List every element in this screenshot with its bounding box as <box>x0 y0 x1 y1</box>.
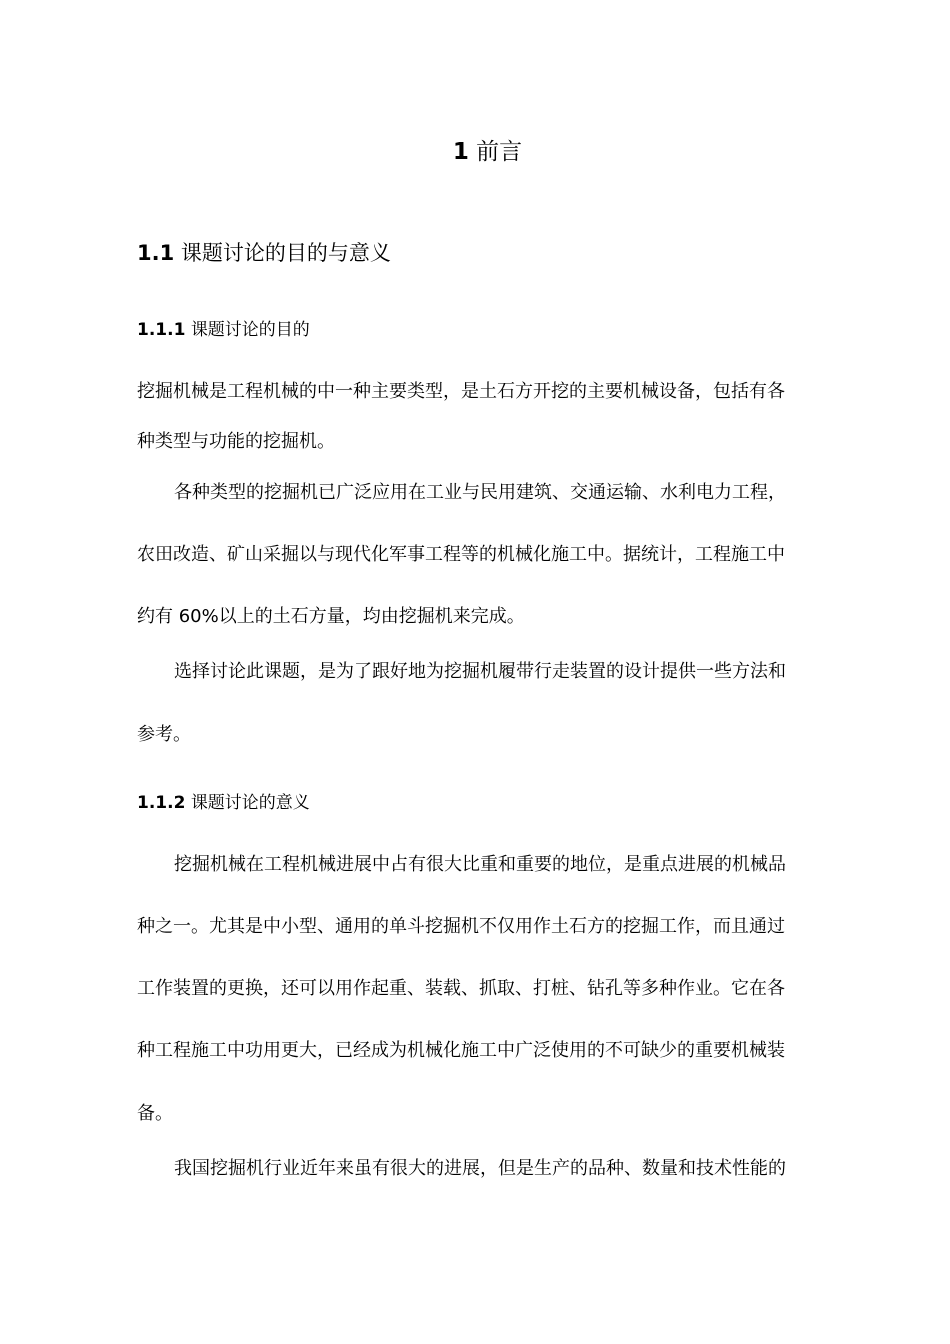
page-title <box>0 137 950 167</box>
paragraph-line: 各种类型的挖掘机已广泛应用在工业与民用建筑、交通运输、水利电力工程， <box>174 482 786 503</box>
paragraph-line: 备。 <box>137 1103 173 1124</box>
paragraph-line: 挖掘机械在工程机械进展中占有很大比重和重要的地位，是重点进展的机械品 <box>174 854 786 875</box>
section-heading-1-1-1 <box>137 318 310 342</box>
paragraph-line: 挖掘机械是工程机械的中一种主要类型，是土石方开挖的主要机械设备，包括有各 <box>137 381 785 402</box>
section-heading-1-1-2 <box>137 791 310 815</box>
section-heading-1-1 <box>137 239 391 267</box>
title-number: 1 <box>452 139 469 165</box>
paragraph-line: 种工程施工中功用更大，已经成为机械化施工中广泛使用的不可缺少的重要机械装 <box>137 1040 785 1061</box>
section-text: 课题讨论的目的与意义 <box>180 241 391 265</box>
paragraph-line: 约有 60%以上的土石方量，均由挖掘机来完成。 <box>137 606 525 627</box>
section-number: 1.1 <box>137 241 175 265</box>
paragraph-line: 我国挖掘机行业近年来虽有很大的进展，但是生产的品种、数量和技术性能的 <box>174 1158 786 1179</box>
title-text: 前言 <box>476 139 523 165</box>
section-number: 1.1.2 <box>137 793 186 813</box>
section-text: 课题讨论的意义 <box>190 793 310 813</box>
paragraph-line: 选择讨论此课题，是为了跟好地为挖掘机履带行走装置的设计提供一些方法和 <box>174 661 786 682</box>
section-text: 课题讨论的目的 <box>190 320 310 340</box>
paragraph-line: 参考。 <box>137 724 191 745</box>
paragraph-line: 种之一。尤其是中小型、通用的单斗挖掘机不仅用作土石方的挖掘工作，而且通过 <box>137 916 785 937</box>
paragraph-line: 农田改造、矿山采掘以与现代化军事工程等的机械化施工中。据统计，工程施工中 <box>137 544 785 565</box>
section-number: 1.1.1 <box>137 320 186 340</box>
paragraph-line: 种类型与功能的挖掘机。 <box>137 431 335 452</box>
paragraph-line: 工作装置的更换，还可以用作起重、装载、抓取、打桩、钻孔等多种作业。它在各 <box>137 978 785 999</box>
